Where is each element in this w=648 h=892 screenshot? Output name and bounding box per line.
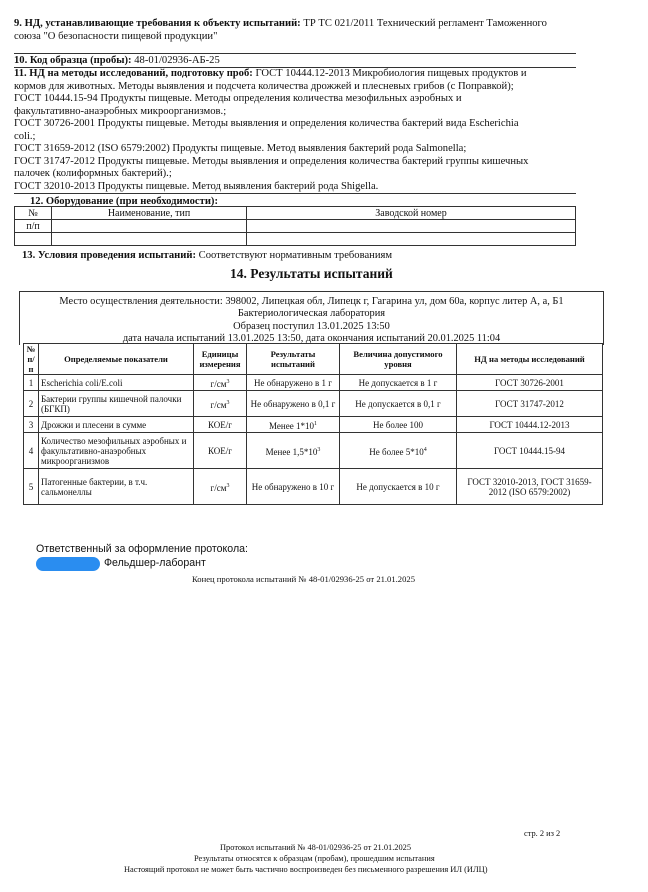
equipment-cell xyxy=(15,233,52,246)
col-result: Результаты испытаний xyxy=(247,344,340,375)
section-11-line-3: ГОСТ 10444.15-94 Продукты пищевые. Методы определения количества мезофильных аэробных и xyxy=(14,93,462,104)
row-unit: $г/см^3$ xyxy=(194,391,247,417)
footer-line-3: Настоящий протокол не может быть частично воспроизведен без письменного разрешения ИЛ (ИЛЦ) xyxy=(124,865,488,874)
section-14-title: 14. Результаты испытаний xyxy=(230,266,393,281)
row-num: 2 xyxy=(24,391,39,417)
section-13-label: 13. Условия проведения испытаний: xyxy=(22,250,197,261)
section-11-line-10: ГОСТ 32010-2013 Продукты пищевые. Метод выявления бактерий рода Shigella. xyxy=(14,180,379,192)
row-num: 1 xyxy=(24,375,39,391)
row-result: Менее $1*10^1$ xyxy=(247,417,340,433)
section-11-line-9: палочек (колиформных бактерий).; xyxy=(14,168,172,179)
row-indicator: Патогенные бактерии, в т.ч. сальмонеллы xyxy=(39,469,194,505)
row-indicator: Бактерии группы кишечной палочки (БГКП) xyxy=(39,391,194,417)
row-indicator: Escherichia coli/E.coli xyxy=(39,375,194,391)
row-limit: Не допускается в 1 г xyxy=(340,375,457,391)
responsible-position: Фельдшер-лаборант xyxy=(104,557,206,569)
col-limit: Величина допустимого уровня xyxy=(340,344,457,375)
row-result: Не обнаружено в 0,1 г xyxy=(247,391,340,417)
row-result: Не обнаружено в 1 г xyxy=(247,375,340,391)
section-11-line-7: ГОСТ 31659-2012 (ISO 6579:2002) Продукты пищевые. Метод выявления бактерий рода Salmonella; xyxy=(14,143,467,154)
section-11-label: 11. НД на методы исследований, подготовку проб: xyxy=(14,68,253,79)
table-row xyxy=(24,375,603,391)
row-method: ГОСТ 30726-2001 xyxy=(457,375,603,391)
page-number: стр. 2 из 2 xyxy=(524,829,561,838)
footer-line-1: Протокол испытаний № 48-01/02936-25 от 21.01.2025 xyxy=(220,843,412,852)
section-11-line-5: ГОСТ 30726-2001 Продукты пищевые. Методы выявления и определения количества бактерий вида Escherichia xyxy=(14,118,519,129)
row-num: 3 xyxy=(24,417,39,433)
responsible-label: Ответственный за оформление протокола: xyxy=(36,543,248,555)
section-9-value: ТР ТС 021/2011 Технический регламент Таможенного союза "О безопасности пищевой продукции" xyxy=(14,18,547,42)
table-row xyxy=(24,433,603,469)
col-num: № п/п xyxy=(24,344,39,375)
row-indicator: Дрожжи и плесени в сумме xyxy=(39,417,194,433)
row-method: ГОСТ 32010-2013, ГОСТ 31659-2012 (ISO 6579:2002) xyxy=(457,469,603,505)
section-9-label: 9. НД, устанавливающие требования к объекту испытаний: xyxy=(14,18,301,29)
equipment-cell xyxy=(247,233,576,246)
divider xyxy=(14,53,576,54)
results-table xyxy=(23,343,603,505)
section-11 xyxy=(14,68,576,193)
section-11-line-4: факультативно-анаэробных микроорганизмов.; xyxy=(14,105,227,117)
row-unit: $г/см^3$ xyxy=(194,375,247,391)
laboratory-name: Бактериологическая лаборатория xyxy=(237,308,386,320)
results-header-row xyxy=(24,344,603,375)
equipment-header-serial: Заводской номер xyxy=(247,207,576,220)
row-indicator: Количество мезофильных аэробных и факультативно-анаэробных микроорганизмов xyxy=(39,433,194,469)
table-row xyxy=(24,469,603,505)
section-10 xyxy=(14,55,576,68)
equipment-header-num: № xyxy=(15,207,52,220)
equipment-cell xyxy=(52,220,247,233)
row-unit: КОЕ/г xyxy=(194,417,247,433)
section-10-label: 10. Код образца (пробы): xyxy=(14,55,132,66)
row-unit: $г/см^3$ xyxy=(194,469,247,505)
equipment-header-name: Наименование, тип xyxy=(52,207,247,220)
section-13-value: Соответствуют нормативным требованиям xyxy=(198,250,393,261)
section-13 xyxy=(22,250,584,263)
redaction-mark xyxy=(36,557,100,571)
sample-received: Образец поступил 13.01.2025 13:50 xyxy=(233,320,390,332)
row-method: ГОСТ 31747-2012 xyxy=(457,391,603,417)
row-limit: Не допускается в 0,1 г xyxy=(340,391,457,417)
test-dates: дата начала испытаний 13.01.2025 13:50, дата окончания испытаний 20.01.2025 11:04 xyxy=(122,332,501,344)
footer-line-2: Результаты относятся к образцам (пробам), прошедшим испытания xyxy=(194,854,435,863)
row-num: 4 xyxy=(24,433,39,469)
section-11-line-2: кормов для животных. Методы выявления и подсчета количества дрожжей и плесневых грибов (с Поправкой); xyxy=(14,80,514,92)
row-limit: Не более $5*10^4$ xyxy=(340,433,457,469)
row-result: Менее $1,5*10^3$ xyxy=(247,433,340,469)
table-row xyxy=(24,417,603,433)
section-11-line-8: ГОСТ 31747-2012 Продукты пищевые. Методы выявления и определения количества бактерий группы кишечных xyxy=(14,155,529,167)
row-method: ГОСТ 10444.15-94 xyxy=(457,433,603,469)
results-header-box xyxy=(19,291,604,345)
equipment-cell xyxy=(247,220,576,233)
divider xyxy=(14,193,576,194)
section-10-value: 48-01/02936-АБ-25 xyxy=(134,55,220,66)
section-9 xyxy=(14,18,576,43)
row-method: ГОСТ 10444.12-2013 xyxy=(457,417,603,433)
row-limit: Не более 100 xyxy=(340,417,457,433)
col-unit: Единицы измерения xyxy=(194,344,247,375)
col-indicator: Определяемые показатели xyxy=(39,344,194,375)
equipment-table xyxy=(14,206,576,246)
row-result: Не обнаружено в 10 г xyxy=(247,469,340,505)
row-limit: Не допускается в 10 г xyxy=(340,469,457,505)
equipment-header-num-sub: п/п xyxy=(15,220,52,233)
col-method: НД на методы исследований xyxy=(457,344,603,375)
section-12-label: 12. Оборудование (при необходимости): xyxy=(30,196,218,207)
row-unit: КОЕ/г xyxy=(194,433,247,469)
row-num: 5 xyxy=(24,469,39,505)
section-11-line-1: ГОСТ 10444.12-2013 Микробиология пищевых продуктов и xyxy=(255,68,527,79)
activity-location: Место осуществления деятельности: 398002, Липецкая обл, Липецк г, Гагарина ул, дом 60а, корпус литер А, а, Б1 xyxy=(59,296,564,307)
table-row xyxy=(24,391,603,417)
section-11-line-6: coli.; xyxy=(14,130,36,142)
protocol-end: Конец протокола испытаний № 48-01/02936-25 от 21.01.2025 xyxy=(192,574,415,584)
equipment-cell xyxy=(52,233,247,246)
